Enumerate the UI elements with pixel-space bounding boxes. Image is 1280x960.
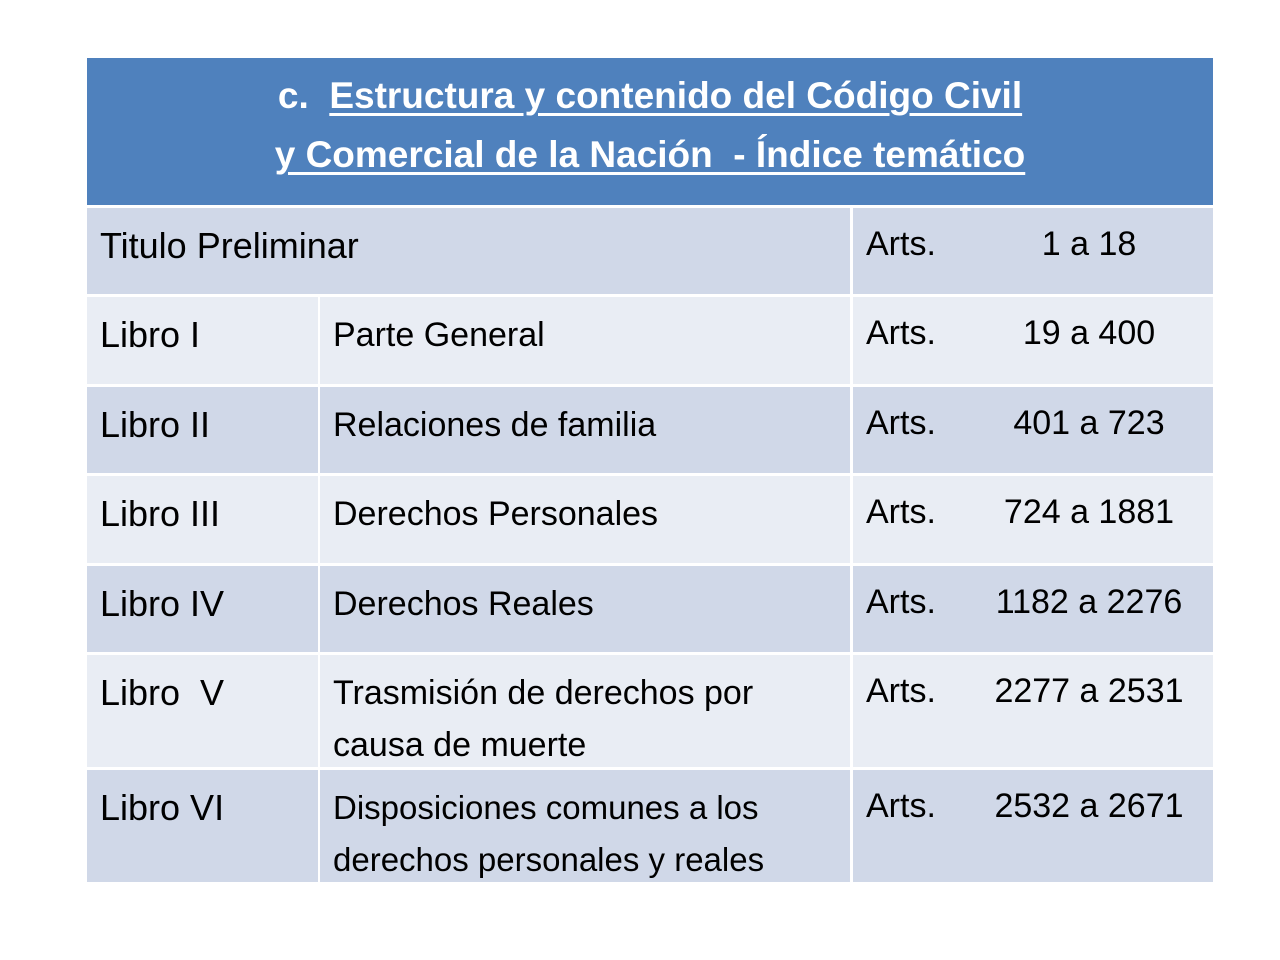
tema-cell: Relaciones de familia xyxy=(320,387,850,473)
table-row xyxy=(87,297,1213,384)
arts-label: Arts. xyxy=(866,583,936,621)
tema-cell: Parte General xyxy=(320,297,850,384)
title-line1: Estructura y contenido del Código Civil xyxy=(329,75,1023,116)
libro-cell: Titulo Preliminar xyxy=(87,208,850,294)
libro-cell: Libro I xyxy=(87,297,318,384)
arts-cell xyxy=(853,476,1213,563)
arts-cell xyxy=(853,566,1213,652)
arts-range: 724 a 1881 xyxy=(1003,493,1175,531)
tema-cell: Derechos Personales xyxy=(320,476,850,563)
arts-cell xyxy=(853,208,1213,294)
title-prefix: c. xyxy=(277,75,309,116)
libro-cell: Libro III xyxy=(87,476,318,563)
arts-label: Arts. xyxy=(866,314,936,352)
libro-cell: Libro V xyxy=(87,655,318,767)
table-row xyxy=(87,770,1213,882)
tema-cell: Trasmisión de derechos por causa de muerte xyxy=(320,655,850,767)
arts-cell xyxy=(853,297,1213,384)
libro-cell: Libro IV xyxy=(87,566,318,652)
arts-range: 19 a 400 xyxy=(1022,314,1156,352)
title-line2: y Comercial de la Nación - Índice temático xyxy=(274,134,1026,175)
table-row xyxy=(87,476,1213,563)
arts-range: 2532 a 2671 xyxy=(994,787,1184,825)
tema-cell: Disposiciones comunes a los derechos personales y reales xyxy=(320,770,850,882)
arts-cell xyxy=(853,387,1213,473)
libro-cell: Libro II xyxy=(87,387,318,473)
arts-range: 1 a 18 xyxy=(1041,225,1137,263)
libro-cell: Libro VI xyxy=(87,770,318,882)
arts-label: Arts. xyxy=(866,672,936,710)
arts-cell xyxy=(853,770,1213,882)
arts-label: Arts. xyxy=(866,787,936,825)
arts-cell xyxy=(853,655,1213,767)
arts-range: 1182 a 2276 xyxy=(995,583,1183,621)
slide-title xyxy=(87,58,1213,205)
arts-range: 2277 a 2531 xyxy=(994,672,1184,710)
table-row xyxy=(87,566,1213,652)
arts-label: Arts. xyxy=(866,404,936,442)
table-row xyxy=(87,387,1213,473)
table-row xyxy=(87,208,1213,294)
arts-range: 401 a 723 xyxy=(1013,404,1165,442)
table-row xyxy=(87,655,1213,767)
arts-label: Arts. xyxy=(866,225,936,263)
arts-label: Arts. xyxy=(866,493,936,531)
tema-cell: Derechos Reales xyxy=(320,566,850,652)
